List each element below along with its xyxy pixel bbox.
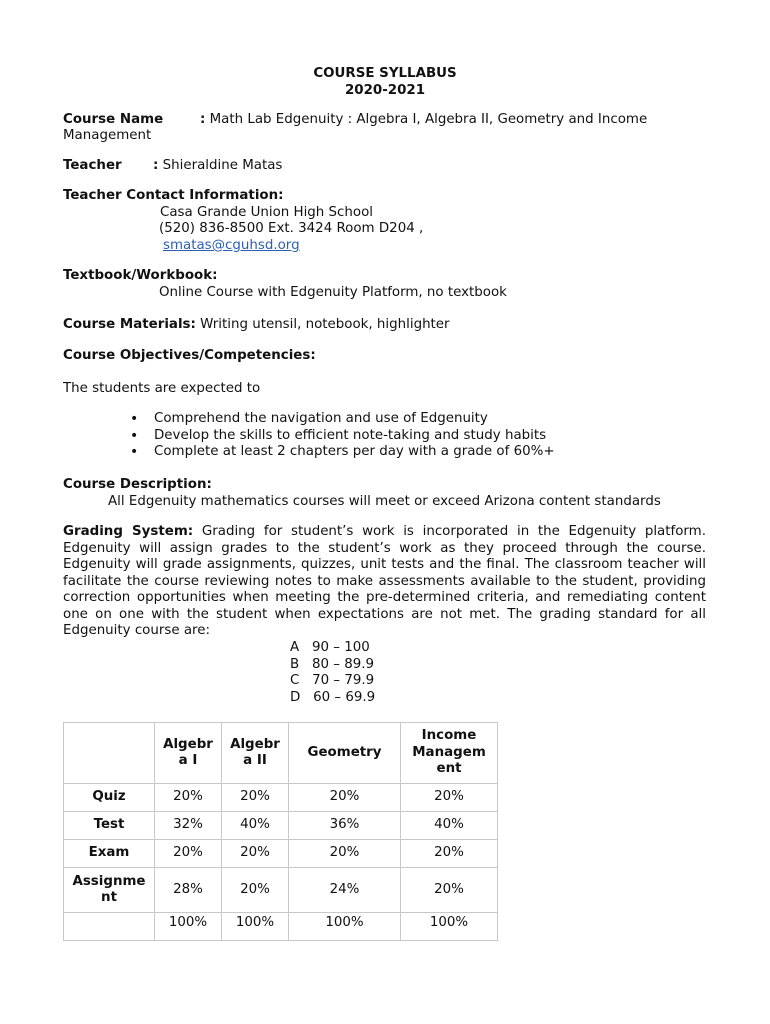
- table-header-cell: Income Managem ent: [401, 723, 498, 784]
- table-cell: 20%: [155, 840, 222, 868]
- table-header-cell: Algebr a II: [222, 723, 289, 784]
- teacher-sep: :: [153, 158, 159, 173]
- course-name-value-cont: Management: [63, 128, 152, 143]
- grading-scale: [290, 640, 375, 706]
- contact-phone: (520) 836-8500 Ext. 3424 Room D204 ,: [159, 221, 424, 236]
- table-cell: 20%: [289, 784, 401, 812]
- grading-scale-row: A 90 – 100: [290, 640, 370, 655]
- contact-email-link[interactable]: smatas@cguhsd.org: [163, 238, 300, 253]
- objectives-list: [130, 411, 555, 461]
- contact-email-row: [163, 238, 300, 255]
- objective-item: • Complete at least 2 chapters per day with a grade of 60%+: [130, 444, 555, 461]
- table-cell: 20%: [222, 868, 289, 913]
- description-value: All Edgenuity mathematics courses will meet or exceed Arizona content standards: [108, 494, 661, 509]
- contact-label: Teacher Contact Information:: [63, 188, 284, 203]
- course-name-label: Course Name: [63, 112, 164, 127]
- row-label: Assignme nt: [64, 868, 155, 913]
- table-cell: 28%: [155, 868, 222, 913]
- table-cell: 100%: [222, 913, 289, 941]
- row-label: [64, 913, 155, 941]
- table-header-cell: Geometry: [289, 723, 401, 784]
- row-label: Quiz: [64, 784, 155, 812]
- grading-scale-row: B 80 – 89.9: [290, 656, 375, 672]
- grading-scale-row: D 60 – 69.9: [290, 689, 376, 705]
- row-label: Exam: [64, 840, 155, 868]
- table-cell: 100%: [289, 913, 401, 941]
- table-cell: 20%: [401, 868, 498, 913]
- document-header: [0, 66, 770, 99]
- table-row: [64, 812, 498, 840]
- table-cell: 20%: [401, 840, 498, 868]
- contact-school: Casa Grande Union High School: [160, 205, 373, 220]
- objectives-intro: The students are expected to: [63, 381, 261, 396]
- document-title: COURSE SYLLABUS: [313, 66, 457, 81]
- course-name-value-row: [200, 112, 647, 129]
- course-name-sep: :: [200, 112, 206, 127]
- table-cell: 40%: [401, 812, 498, 840]
- table-cell: 20%: [289, 840, 401, 868]
- table-cell: 20%: [155, 784, 222, 812]
- teacher-label: Teacher: [63, 158, 122, 173]
- table-header-cell: [64, 723, 155, 784]
- grading-label: Grading System:: [63, 524, 194, 539]
- teacher-value: Shieraldine Matas: [162, 158, 283, 173]
- table-row: [64, 868, 498, 913]
- table-cell: 100%: [401, 913, 498, 941]
- table-cell: 20%: [401, 784, 498, 812]
- table-cell: 20%: [222, 840, 289, 868]
- materials-row: [63, 317, 450, 334]
- table-cell: 40%: [222, 812, 289, 840]
- row-label: Test: [64, 812, 155, 840]
- teacher-value-row: [153, 158, 282, 175]
- objective-item: • Develop the skills to efficient note-taking and study habits: [130, 428, 555, 445]
- grading-scale-row: C 70 – 79.9: [290, 673, 375, 688]
- objectives-label: Course Objectives/Competencies:: [63, 348, 316, 363]
- table-row: [64, 840, 498, 868]
- grading-text: Grading for student’s work is incorporated in the Edgenuity platform. Edgenuity will assign grades to the student’s work as they proceed through the course. Edgenuity will grade assignments, quizzes, unit tests and the final. The classroom teacher will facilitate the course reviewing notes to make assessments available to the student, providing correction opportunities when meeting the pre-determined criteria, and remediating content one on one with the student when expectations are not met. The grading standard for all Edgenuity course are:: [63, 524, 706, 638]
- table-row: [64, 784, 498, 812]
- course-name-row: [63, 112, 163, 129]
- textbook-value: Online Course with Edgenuity Platform, no textbook: [159, 285, 507, 300]
- table-header-row: [64, 723, 498, 784]
- table-cell: 36%: [289, 812, 401, 840]
- table-header-cell: Algebr a I: [155, 723, 222, 784]
- materials-value: Writing utensil, notebook, highlighter: [200, 317, 450, 332]
- table-cell: 32%: [155, 812, 222, 840]
- table-cell: 24%: [289, 868, 401, 913]
- table-total-row: [64, 913, 498, 941]
- table-cell: 100%: [155, 913, 222, 941]
- document-year: 2020-2021: [344, 82, 426, 98]
- objective-item: • Comprehend the navigation and use of Edgenuity: [130, 411, 555, 428]
- course-name-value: Math Lab Edgenuity : Algebra I, Algebra II, Geometry and Income: [209, 112, 648, 127]
- materials-label: Course Materials:: [63, 317, 196, 332]
- grade-weights-table: [63, 722, 498, 941]
- grading-paragraph: [63, 524, 706, 640]
- table-cell: 20%: [222, 784, 289, 812]
- description-label: Course Description:: [63, 477, 212, 492]
- textbook-label: Textbook/Workbook:: [63, 268, 218, 283]
